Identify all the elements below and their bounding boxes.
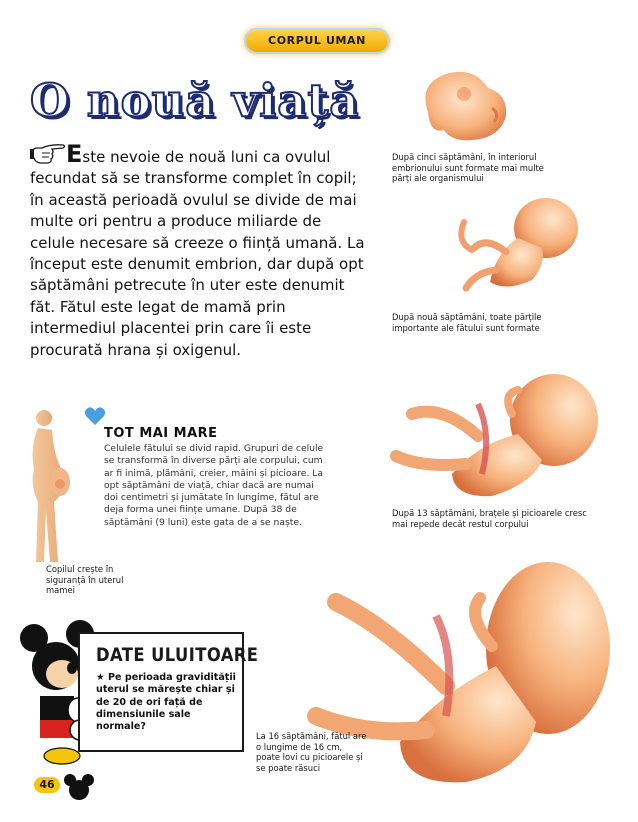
woman-caption: Copilul crește în siguranță în uterul mamei [46, 564, 124, 595]
page-number: 46 [34, 777, 60, 793]
tot-mai-mare-text: Celulele fătului se divid rapid. Grupuri de celule se transformă în diverse părți ale corpului, cum ar fi inimă, plămâni, creier, mâini și picioare. La opt săptămâni de viață, chiar dacă are numai doi centimetri și jumătate în lungime, fătul are deja forma unei ființe umane. După 38 de săptămâni (9 luni) este gata de a se naște. [104, 443, 324, 528]
fetus-13-weeks-illustration [382, 364, 604, 504]
section-badge [246, 30, 388, 52]
star-icon: ★ [96, 672, 105, 683]
heart-icon [84, 406, 106, 426]
pregnant-woman-illustration [24, 406, 72, 566]
date-uluitoare-text [96, 672, 238, 733]
stage-caption-13-weeks: După 13 săptămâni, brațele și picioarele cresc mai repede decât restul corpului [392, 508, 587, 529]
tot-mai-mare-title: TOT MAI MARE [104, 426, 218, 441]
intro-text: ste nevoie de nouă luni ca ovulul fecundat să se transforme complet în copil; în această perioadă ovulul se divide de mai multe ori pentru a produce miliarde de celule necesare să creeze o ființă umană. La început este denumit embrion, dar după opt săptămâni petrecute în uter este denumit făt. Fătul este legat de mamă prin intermediul placentei prin care îi este procurată hrana și oxigenul. [30, 148, 365, 359]
section-label: CORPUL UMAN [268, 34, 366, 47]
date-uluitoare-title: DATE ULUITOARE [96, 644, 259, 666]
dropcap-spacer [30, 148, 66, 164]
intro-dropcap: E [66, 140, 83, 168]
mickey-head-icon [62, 772, 96, 802]
page-title: O nouă viață [30, 74, 360, 127]
stage-caption-16-weeks: La 16 săptămâni, fătul are o lungime de 16 cm, poate lovi cu picioarele și se poate răsuci [256, 731, 367, 773]
intro-paragraph [30, 140, 370, 361]
stage-caption-5-weeks: După cinci săptămâni, în interiorul embrionului sunt formate mai multe părți ale organismului [392, 152, 544, 183]
fetus-9-weeks-illustration [446, 192, 584, 298]
stage-caption-9-weeks: După nouă săptămâni, toate părțile importante ale fătului sunt formate [392, 312, 542, 333]
embryo-5-weeks-illustration [408, 64, 520, 144]
date-uluitoare-body: Pe perioada gravidității uterul se mărește chiar și de 20 de ori față de dimensiunile sale normale? [96, 672, 236, 733]
